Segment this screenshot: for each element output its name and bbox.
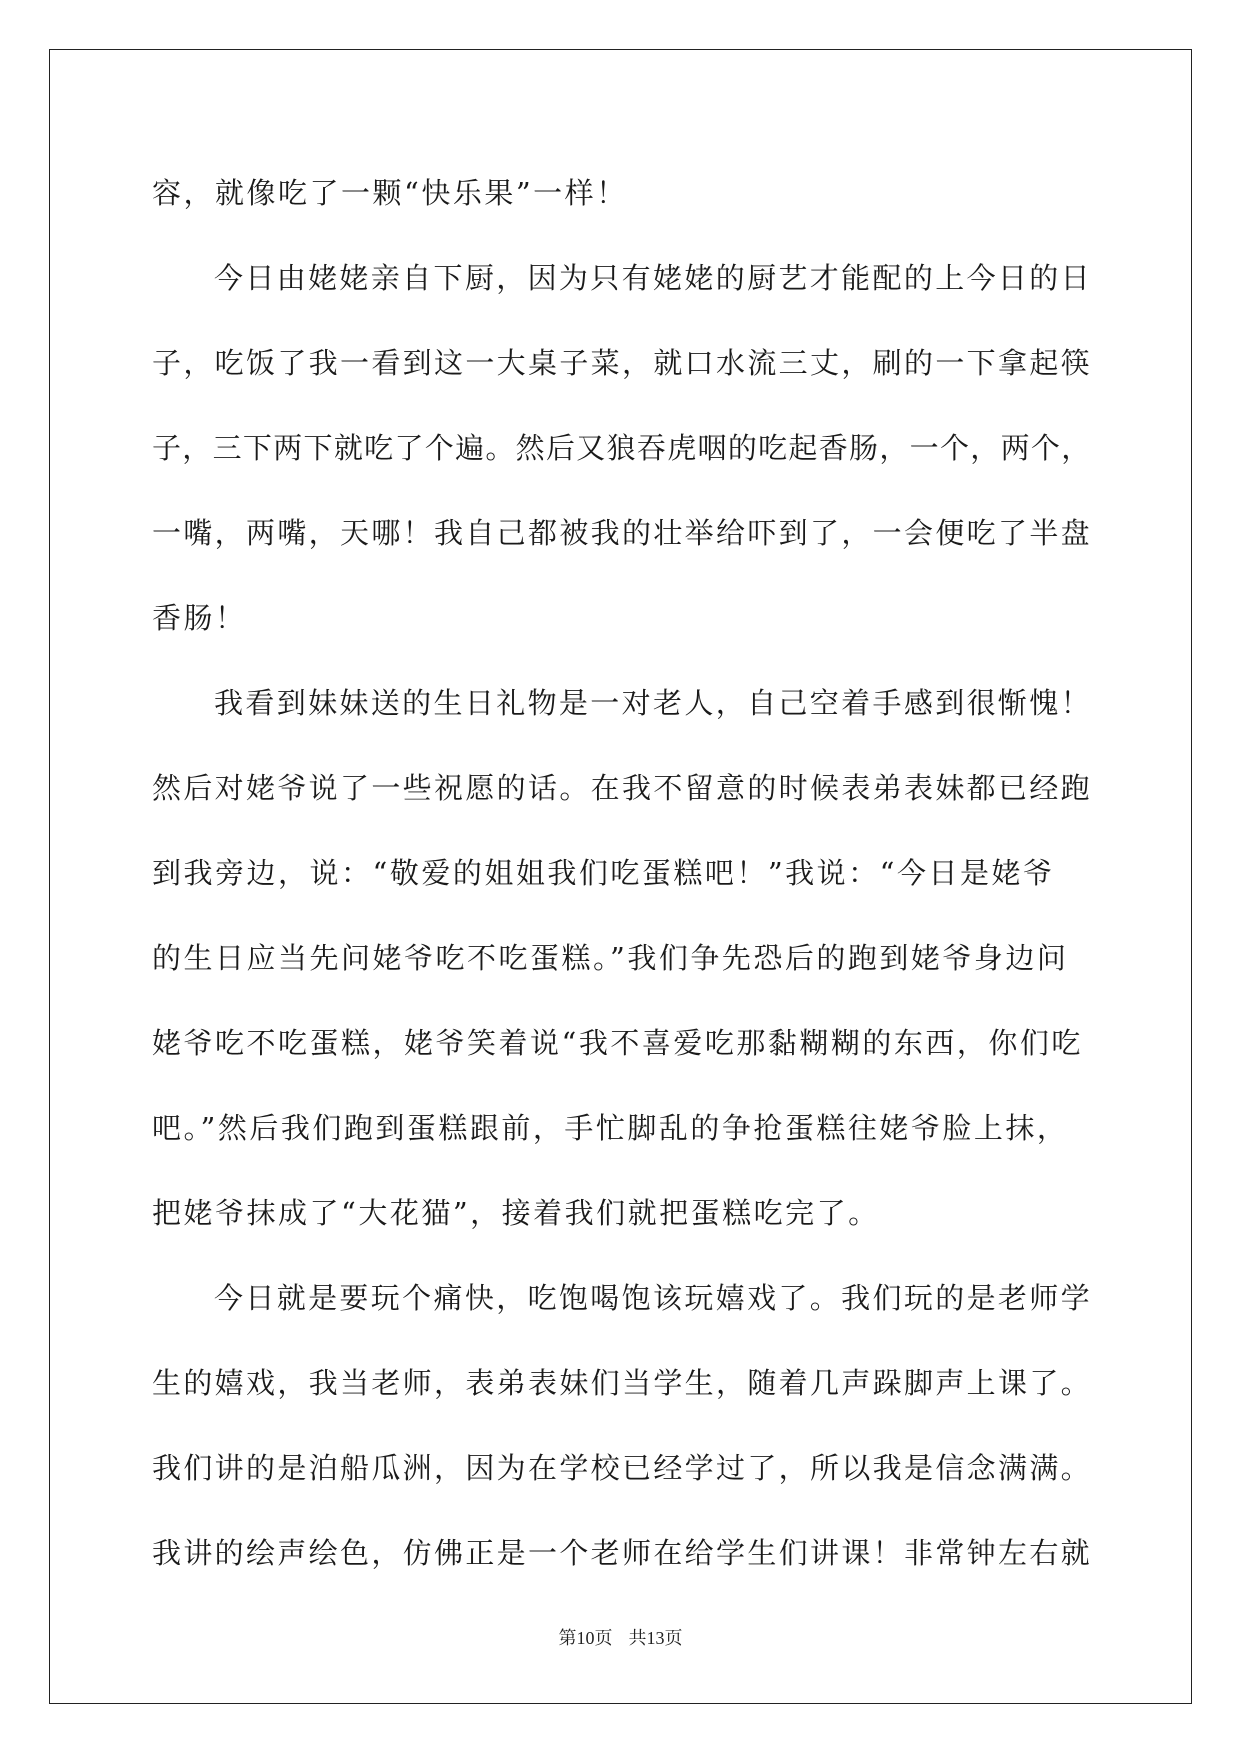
text-line: 的生日应当先问姥爷吃不吃蛋糕。”我们争先恐后的跑到姥爷身边问 (152, 941, 1069, 975)
text-line: 香肠！ (152, 601, 247, 635)
page-total: 共13页 (628, 1628, 683, 1648)
text-line: 我们讲的是泊船瓜洲，因为在学校已经学过了，所以我是信念满满。 (152, 1451, 1093, 1485)
text-line: 子，吃饭了我一看到这一大桌子菜，就口水流三丈，刷的一下拿起筷 (152, 346, 1093, 380)
text-line: 把姥爷抹成了“大花猫”，接着我们就把蛋糕吃完了。 (152, 1196, 880, 1230)
page-footer (0, 1624, 1241, 1650)
text-line: 吧。”然后我们跑到蛋糕跟前，手忙脚乱的争抢蛋糕往姥爷脸上抹， (152, 1111, 1069, 1145)
text-line: 姥爷吃不吃蛋糕，姥爷笑着说“我不喜爱吃那黏糊糊的东西，你们吃 (152, 1026, 1083, 1060)
page-number: 第10页 (558, 1628, 613, 1648)
text-line: 我讲的绘声绘色，仿佛正是一个老师在给学生们讲课！非常钟左右就 (152, 1536, 1093, 1570)
text-line: 生的嬉戏，我当老师，表弟表妹们当学生，随着几声跺脚声上课了。 (152, 1366, 1093, 1400)
text-line: 今日由姥姥亲自下厨，因为只有姥姥的厨艺才能配的上今日的日 (214, 261, 1093, 295)
text-line: 到我旁边，说：“敬爱的姐姐我们吃蛋糕吧！”我说：“今日是姥爷 (152, 856, 1055, 890)
text-line: 一嘴，两嘴，天哪！我自己都被我的壮举给吓到了，一会便吃了半盘 (152, 516, 1093, 550)
text-line: 子，三下两下就吃了个遍。然后又狼吞虎咽的吃起香肠，一个，两个， (152, 431, 1092, 465)
text-line: 我看到妹妹送的生日礼物是一对老人，自己空着手感到很惭愧！ (214, 686, 1093, 720)
document-body (152, 165, 1092, 1610)
text-line: 容，就像吃了一颗“快乐果”一样！ (152, 176, 628, 210)
text-line: 今日就是要玩个痛快，吃饱喝饱该玩嬉戏了。我们玩的是老师学 (214, 1281, 1093, 1315)
text-line: 然后对姥爷说了一些祝愿的话。在我不留意的时候表弟表妹都已经跑 (152, 771, 1093, 805)
